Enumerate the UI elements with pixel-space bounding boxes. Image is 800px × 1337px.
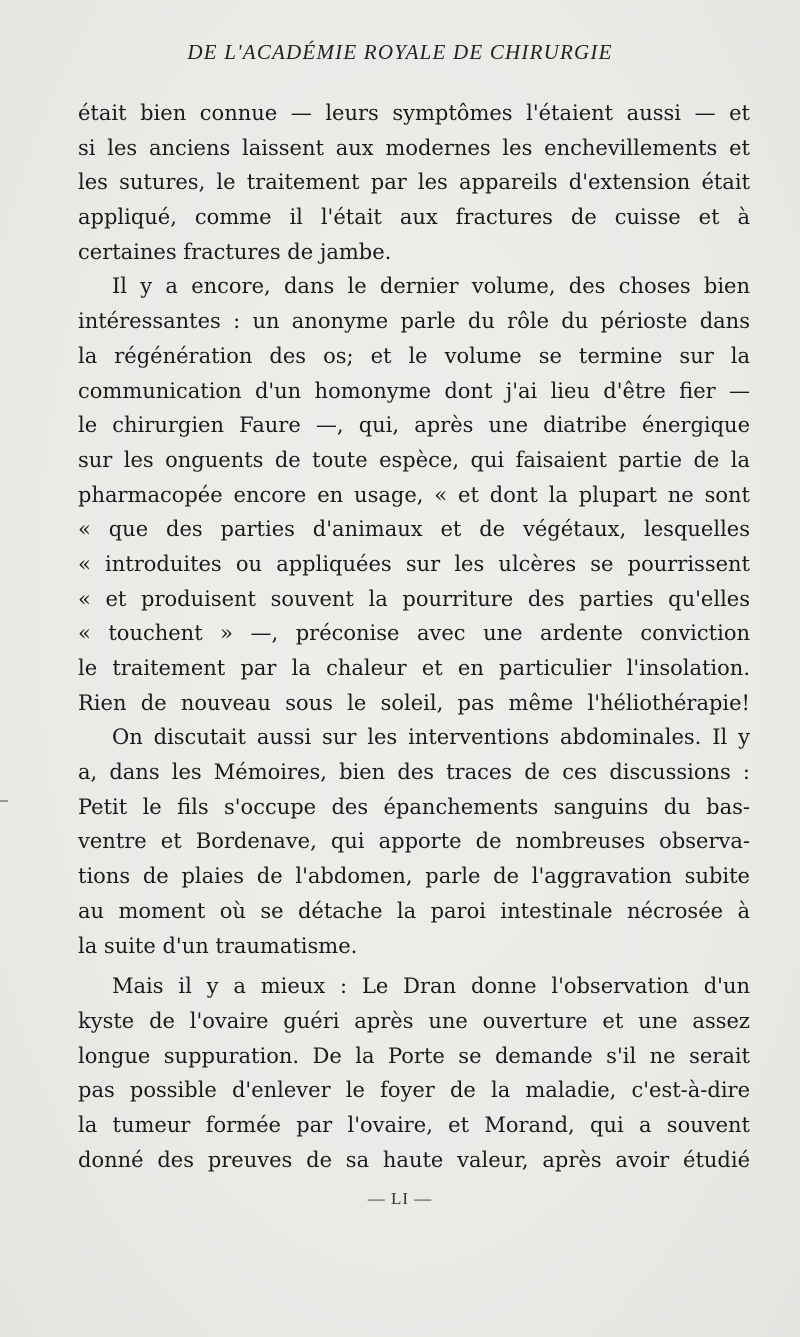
text-line: kyste de l'ovaire guéri après une ouverture et une assez [78, 1008, 750, 1033]
text-line: On discutait aussi sur les interventions abdominales. Il y [112, 725, 750, 750]
text-line: intéressantes : un anonyme parle du rôle du périoste dans [78, 309, 750, 334]
text-line: « que des parties d'animaux et de végétaux, lesquelles [78, 517, 750, 542]
text-line: était bien connue — leurs symptômes l'étaient aussi — et [78, 101, 750, 125]
text-line: les sutures, le traitement par les appareils d'extension était [78, 170, 750, 195]
text-line: a, dans les Mémoires, bien des traces de ces discussions : [78, 760, 750, 785]
text-line: la régénération des os; et le volume se termine sur la [78, 343, 750, 368]
text-line: pharmacopée encore en usage, « et dont la plupart ne sont [78, 482, 750, 507]
text-line: ventre et Bordenave, qui apporte de nombreuses observa- [78, 829, 750, 854]
text-line: « touchent » —, préconise avec une ardente conviction [78, 621, 750, 646]
text-line: communication d'un homonyme dont j'ai lieu d'être fier — [78, 378, 750, 403]
text-line: Mais il y a mieux : Le Dran donne l'observation d'un [112, 974, 750, 999]
text-line: donné des preuves de sa haute valeur, après avoir étudié [78, 1147, 750, 1172]
text-line: certaines fractures de jambe. [78, 239, 392, 264]
text-line: si les anciens laissent aux modernes les enchevillements et [78, 135, 750, 160]
page-number: — LI — [367, 1189, 433, 1208]
text-line: « et produisent souvent la pourriture des parties qu'elles [78, 586, 750, 611]
text-line: Petit le fils s'occupe des épanchements sanguins du bas- [78, 794, 750, 819]
body-text [78, 96, 750, 1177]
text-line: appliqué, comme il l'était aux fractures de cuisse et à [78, 205, 750, 230]
text-line: sur les onguents de toute espèce, qui faisaient partie de la [78, 447, 750, 472]
text-line: la tumeur formée par l'ovaire, et Morand, qui a souvent [78, 1112, 750, 1137]
text-line: la suite d'un traumatisme. [78, 933, 358, 958]
margin-mark [0, 800, 8, 802]
text-line: tions de plaies de l'abdomen, parle de l'aggravation subite [78, 864, 750, 889]
text-line: Rien de nouveau sous le soleil, pas même l'héliothérapie! [78, 690, 750, 715]
text-line: le traitement par la chaleur et en particulier l'insolation. [78, 656, 750, 680]
text-line: Il y a encore, dans le dernier volume, des choses bien [112, 274, 750, 299]
running-head: DE L'ACADÉMIE ROYALE DE CHIRURGIE [187, 40, 613, 64]
text-line: le chirurgien Faure —, qui, après une diatribe énergique [78, 413, 750, 438]
text-line: longue suppuration. De la Porte se demande s'il ne serait [78, 1043, 750, 1068]
text-line: « introduites ou appliquées sur les ulcères se pourrissent [78, 551, 750, 576]
text-line: pas possible d'enlever le foyer de la maladie, c'est-à-dire [78, 1078, 750, 1103]
text-line: au moment où se détache la paroi intestinale nécrosée à [78, 898, 750, 923]
